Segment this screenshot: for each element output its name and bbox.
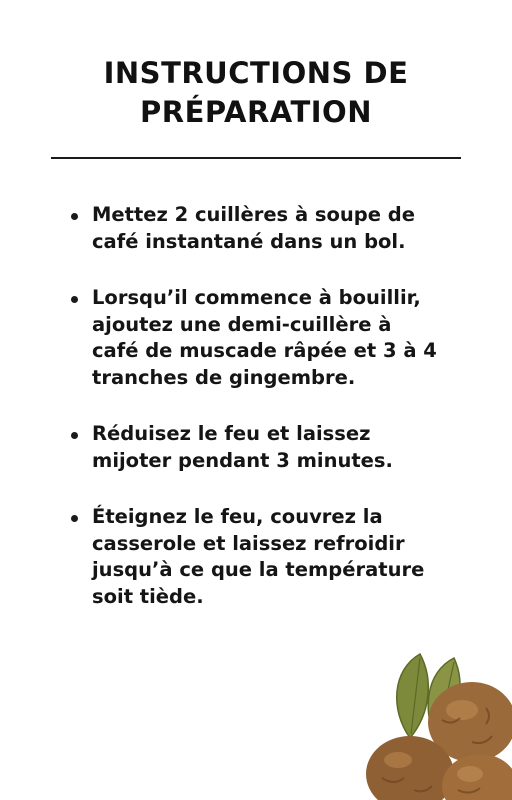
- step-line: Éteignez le feu, couvrez la: [92, 505, 383, 528]
- step-line: Réduisez le feu et laissez: [92, 422, 371, 445]
- step-line: mijoter pendant 3 minutes.: [92, 448, 393, 472]
- instruction-step: [92, 285, 482, 391]
- step-line: Mettez 2 cuillères à soupe de: [92, 203, 415, 226]
- step-line: ajoutez une demi-cuillère à: [92, 312, 392, 336]
- step-line: tranches de gingembre.: [92, 365, 356, 389]
- step-line: casserole et laissez refroidir: [92, 531, 405, 555]
- step-line: Lorsqu’il commence à bouillir,: [92, 286, 421, 309]
- page-title: [0, 54, 512, 132]
- instruction-list: [92, 202, 482, 640]
- nutmeg-illustration-icon: [362, 650, 512, 800]
- step-line: jusqu’à ce que la température: [92, 558, 425, 581]
- step-line: soit tiède.: [92, 584, 204, 608]
- instruction-step: [92, 421, 482, 474]
- instruction-step: [92, 202, 482, 255]
- page-title-line-2: PRÉPARATION: [140, 95, 372, 129]
- step-line: café instantané dans un bol.: [92, 229, 406, 253]
- page-title-line-1: INSTRUCTIONS DE: [103, 56, 409, 90]
- step-line: café de muscade râpée et 3 à 4: [92, 339, 437, 362]
- title-divider: [51, 157, 461, 159]
- instruction-step: [92, 504, 482, 610]
